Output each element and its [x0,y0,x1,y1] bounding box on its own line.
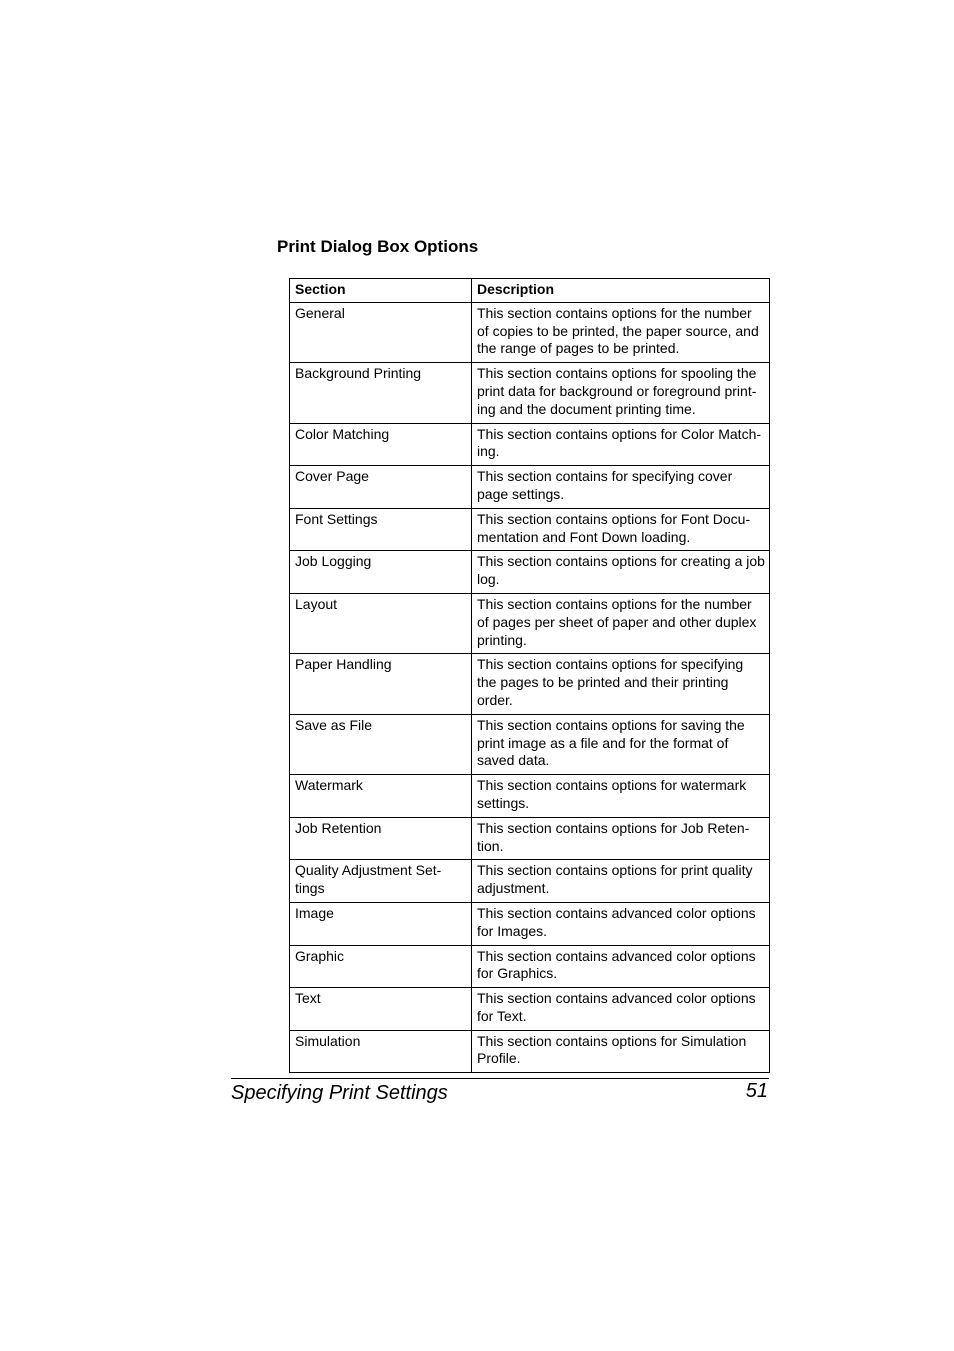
table-row [290,860,770,903]
table-row [290,902,770,945]
table-row [290,423,770,466]
table-row [290,775,770,818]
section-cell: Font Settings [290,508,472,551]
section-cell: Color Matching [290,423,472,466]
description-cell: This section contains options for the number of copies to be printed, the paper source, and the range of pages to be printed. [472,302,770,362]
description-cell: This section contains advanced color options for Images. [472,902,770,945]
footer-divider [231,1078,769,1079]
table-row [290,363,770,423]
section-cell: Watermark [290,775,472,818]
description-cell: This section contains options for watermark settings. [472,775,770,818]
description-cell: This section contains for specifying cover page settings. [472,466,770,509]
description-cell: This section contains options for print quality adjustment. [472,860,770,903]
table-row [290,508,770,551]
table-row [290,654,770,714]
description-cell: This section contains options for Simulation Profile. [472,1030,770,1073]
section-cell: Layout [290,593,472,653]
section-cell: Paper Handling [290,654,472,714]
section-cell: Image [290,902,472,945]
table-row [290,817,770,860]
table-row [290,593,770,653]
description-cell: This section contains options for Job Reten-tion. [472,817,770,860]
section-cell: Job Retention [290,817,472,860]
section-cell: Cover Page [290,466,472,509]
section-cell: Save as File [290,714,472,774]
description-cell: This section contains options for saving the print image as a file and for the format of saved data. [472,714,770,774]
column-header-section: Section [290,279,472,303]
section-cell: Quality Adjustment Set-tings [290,860,472,903]
section-cell: Graphic [290,945,472,988]
description-cell: This section contains options for specifying the pages to be printed and their printing order. [472,654,770,714]
section-cell: General [290,302,472,362]
table-row [290,302,770,362]
table-row [290,466,770,509]
description-cell: This section contains options for creating a job log. [472,551,770,594]
print-dialog-options-table [289,278,770,1073]
column-header-description: Description [472,279,770,303]
table-row [290,551,770,594]
description-cell: This section contains options for Font Docu-mentation and Font Down loading. [472,508,770,551]
page-number: 51 [745,1080,768,1102]
description-cell: This section contains options for Color Match-ing. [472,423,770,466]
description-cell: This section contains options for the number of pages per sheet of paper and other duplex printing. [472,593,770,653]
section-cell: Job Logging [290,551,472,594]
description-cell: This section contains advanced color options for Graphics. [472,945,770,988]
description-cell: This section contains options for spooling the print data for background or foreground print-ing and the document printing time. [472,363,770,423]
table-header-row [290,279,770,303]
footer-chapter-title: Specifying Print Settings [231,1082,448,1104]
section-heading: Print Dialog Box Options [277,237,479,256]
table-row [290,988,770,1031]
section-cell: Simulation [290,1030,472,1073]
table-row [290,1030,770,1073]
section-cell: Text [290,988,472,1031]
table-row [290,714,770,774]
table-row [290,945,770,988]
description-cell: This section contains advanced color options for Text. [472,988,770,1031]
section-cell: Background Printing [290,363,472,423]
